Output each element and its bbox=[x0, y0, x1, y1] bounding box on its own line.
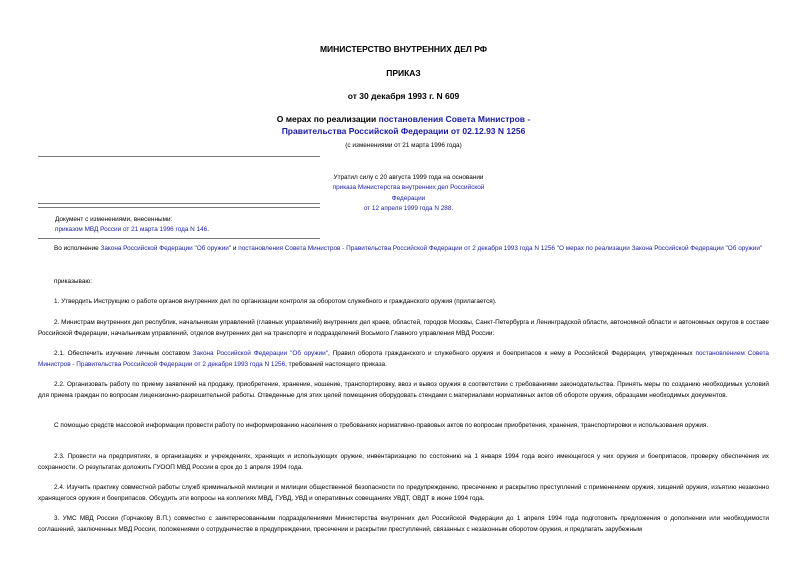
government-decree-link[interactable]: постановления Совета Министров - Правительства Российской Федерации от 2 декабря 1993 года N 1256 "О мерах по реализации Закона Российской Федерации "Об оружии" bbox=[238, 245, 763, 252]
lost-force-note bbox=[320, 173, 497, 215]
doc-type-heading: ПРИКАЗ bbox=[386, 68, 421, 78]
weapons-law-link[interactable]: Закона Российской Федерации "Об оружии" bbox=[192, 350, 328, 357]
ministry-heading: МИНИСТЕРСТВО ВНУТРЕННИХ ДЕЛ РФ bbox=[319, 44, 488, 54]
paragraph-2-4: 2.4. Изучить практику совместной работы служб криминальной милиции и милиции общественной безопасности по предупреждению, пресечению и раскрытию преступлений с применением оружия, хищений оружия, изъятию незаконно хранящегося оружия и боеприпасов. Обсудить эти вопросы на коллегиях МВД, ГУВД, УВД и оперативных совещаниях УВДТ, ОВДТ в июне 1994 года. bbox=[38, 484, 769, 502]
doc-date-number: от 30 декабря 1993 г. N 609 bbox=[347, 91, 460, 101]
doc-title bbox=[0, 113, 807, 137]
repeal-order-link[interactable]: приказа Министерства внутренних дел Российской Федерации bbox=[332, 184, 485, 202]
paragraph-2-1 bbox=[38, 349, 769, 370]
amendments-label: Документ с изменениями, внесенными: bbox=[55, 216, 173, 223]
divider bbox=[38, 207, 320, 208]
decree-link[interactable]: постановления Совета Министров - bbox=[378, 114, 531, 124]
changes-note: (с изменениями от 21 марта 1996 года) bbox=[345, 142, 462, 149]
amendments-block bbox=[55, 215, 209, 236]
paragraph-2-3: 2.3. Провести на предприятиях, в организациях и учреждениях, хранящих и использующих оружие, инвентаризацию по состоянию на 1 января 1994 года всего имеющегося у них оружия и боеприпасов, проверку обеспечения их сохранности. О результатах доложить ГУООП МВД России в срок до 1 апреля 1994 года. bbox=[38, 453, 769, 471]
preamble-paragraph bbox=[38, 244, 769, 255]
paragraph-text: , требований настоящего приказа. bbox=[285, 360, 387, 368]
paragraph-1: 1. Утвердить Инструкцию о работе органов внутренних дел по организации контроля за оборотом служебного и гражданского оружия (прилагается). bbox=[54, 298, 497, 305]
paragraph-3: 3. УМС МВД России (Горчакову В.П.) совместно с заинтересованными подразделениями Министерства внутренних дел Российской Федерации до 1 апреля 1994 года подготовить предложения о дополнении или необходимости соглашений, заключенных МВД России, положениями о сотрудничестве в предупреждении, пресечении и раскрытии преступлений, связанных с незаконным оборотом оружия, и предлагать зарубежным bbox=[38, 515, 769, 533]
decree-link-continued[interactable]: Правительства Российской Федерации от 02.12.93 N 1256 bbox=[281, 126, 526, 136]
lost-force-line: Утратил силу с 20 августа 1999 года на основании bbox=[333, 174, 484, 181]
doc-title-text: О мерах по реализации bbox=[276, 114, 379, 124]
government-decree-link[interactable]: постановлением Совета Министров - Правительства Российской Федерации от 2 декабря 1993 года N 1256 bbox=[38, 350, 769, 368]
order-word: приказываю: bbox=[54, 278, 92, 285]
repeal-order-date-link[interactable]: от 12 апреля 1999 года N 288 bbox=[363, 205, 452, 213]
weapons-law-link[interactable]: Закона Российской Федерации "Об оружии" bbox=[100, 245, 232, 252]
paragraph-text: , Правил оборота гражданского и служебного оружия и боеприпасов к нему в Российской Федерации, утвержденных bbox=[327, 350, 696, 357]
paragraph-2-2-media: С помощью средств массовой информации провести работу по информированию населения о требованиях нормативно-правовых актов по вопросам приобретения, хранения, транспортировки и использования оружия. bbox=[54, 422, 709, 429]
preamble-text: и bbox=[231, 245, 239, 252]
paragraph-text: 2.1. Обеспечить изучение личным составом bbox=[54, 350, 193, 357]
period: . bbox=[451, 205, 454, 213]
divider bbox=[38, 203, 320, 204]
paragraph-2-2: 2.2. Организовать работу по приему заявлений на продажу, приобретение, хранение, ношение, транспортировку, ввоз и вывоз оружия в соответствии с требованиями законодательства. Принять меры по созданию необходимых условий для приема граждан по вопросам лицензионно-разрешительной работы. Отведенные для этих целей помещения оборудовать стендами с материалами нормативных актов об обороте оружия, образцами необходимых документов. bbox=[38, 381, 769, 399]
paragraph-2: 2. Министрам внутренних дел республик, начальникам управлений (главных управлений) внутренних дел краев, областей, городов Москвы, Санкт-Петербурга и Ленинградской области, автономной области и автономных округов в составе Российской Федерации, начальникам управлений, отделов внутренних дел на транспорте и подразделений Восьмого Главного управления МВД России: bbox=[38, 319, 769, 337]
amendment-order-link[interactable]: приказом МВД России от 21 марта 1996 года N 146 bbox=[55, 226, 208, 234]
divider bbox=[38, 156, 320, 157]
period: . bbox=[207, 226, 210, 234]
divider bbox=[38, 238, 320, 239]
preamble-text: Во исполнение bbox=[54, 245, 101, 252]
